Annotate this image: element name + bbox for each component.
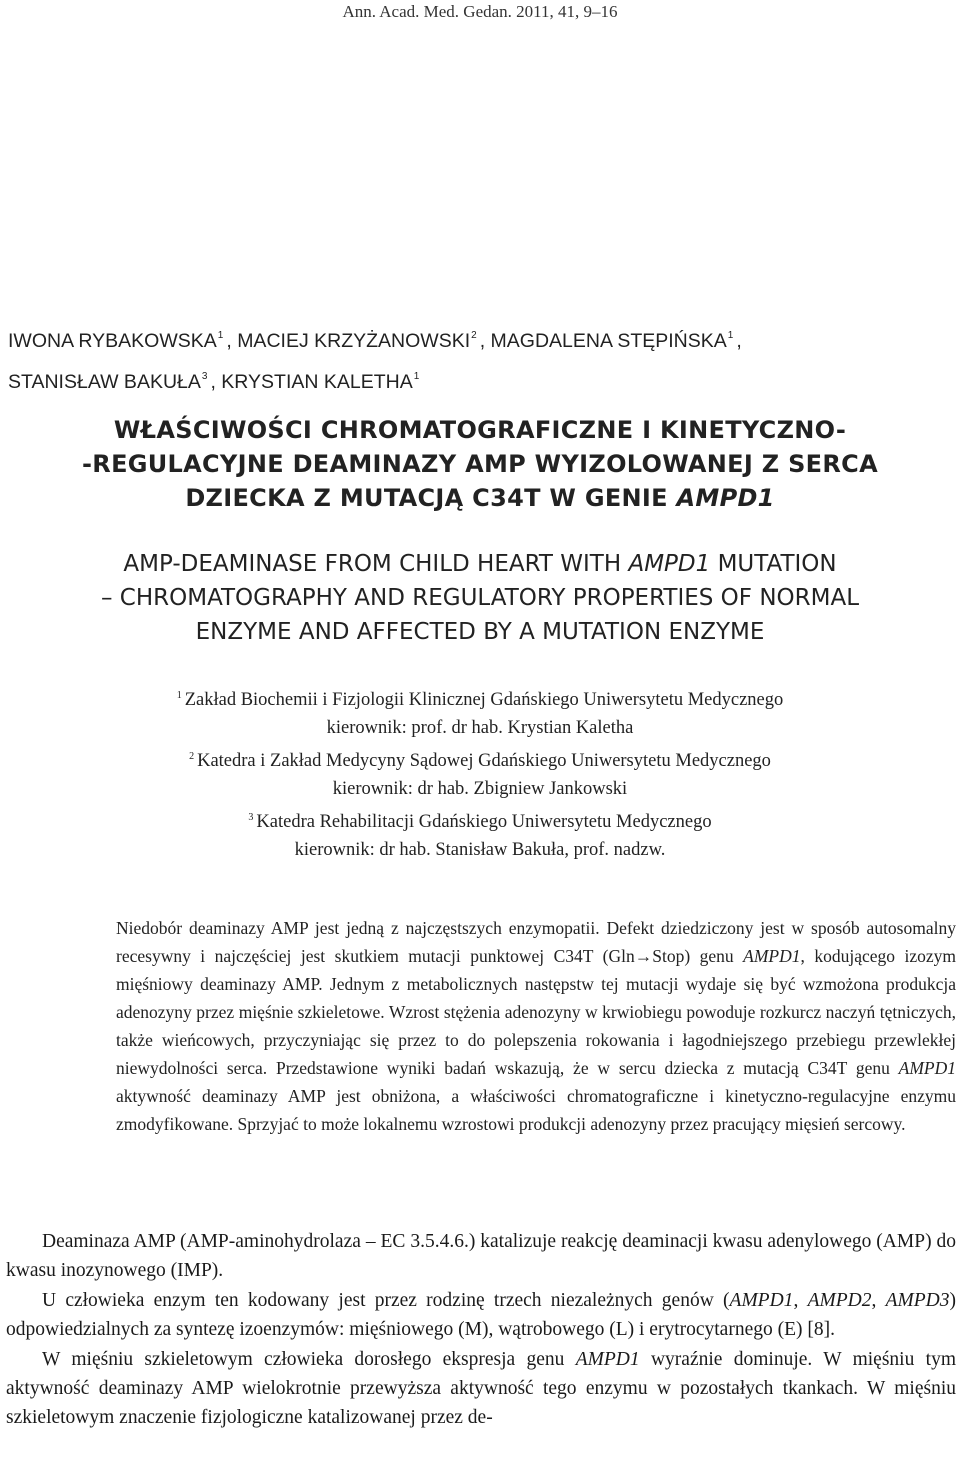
affiliation-sup: 2 <box>189 750 195 762</box>
affiliation-unit <box>0 804 960 836</box>
title-english <box>0 547 960 649</box>
abstract-text: aktywność deaminazy AMP jest obniżona, a właściwości chromatograficzne i kinetyczno-regulacyjne enzymu zmodyfikowane. Sprzyjać to może lokalnemu wzrostowi produkcji adenozyny przez pracujący mięsień sercowy. <box>116 1086 956 1134</box>
abstract-paragraph <box>116 914 956 1138</box>
author-affiliation-sup: 2 <box>471 330 477 341</box>
author-name: MACIEJ KRZYŻANOWSKI <box>237 330 471 352</box>
gene-name: AMPD3 <box>885 1289 950 1311</box>
author-affiliation-sup: 1 <box>217 330 224 341</box>
body-text-span: wyraźnie dominuje. W mięśniu tym aktywność deaminazy AMP wielokrotnie przewyższa aktywność tego enzymu w pozostałych tkankach. W mięśniu szkieletowym znaczenie fizjologiczne katalizowanej przez de- <box>6 1348 956 1429</box>
body-text-span: , <box>871 1289 886 1311</box>
abstract-text: , kodującego izozym mięśniowy deaminazy AMP. Jednym z metabolicznych następstw tej mutacji wydaje się być wzmożona produkcja adenozyny przez mięśnie szkieletowe. Wzrost stężenia adenozyny w krwiobiegu powoduje rozkurcz naczyń tętniczych, także wieńcowych, przyczyniając się przez to do polepszenia rokowania i łagodniejszego przebiegu przewlekłej niewydolności serca. Przedstawione wyniki badań wskazują, że w sercu dziecka z mutacją C34T genu <box>116 946 956 1078</box>
title-polish-line: WŁAŚCIWOŚCI CHROMATOGRAFICZNE I KINETYCZNO- <box>113 416 847 444</box>
running-head: Ann. Acad. Med. Gedan. 2011, 41, 9–16 <box>342 2 618 21</box>
affiliation-head: kierownik: dr hab. Zbigniew Jankowski <box>332 779 628 800</box>
body-text-span: U człowieka enzym ten kodowany jest przez rodzinę trzech niezależnych genów ( <box>42 1289 730 1311</box>
author-list <box>8 318 958 400</box>
abstract-text: Niedobór deaminazy AMP jest jedną z najczęstszych enzymopatii. Defekt dziedziczony jest w sposób autosomalny recesywny i najczęściej jest skutkiem mutacji punktowej C34T (Gln <box>116 918 956 966</box>
author-line-1: IWONA RYBAKOWSKA$^1$ , MACIEJ KRZYŻANOWSKI$^2$ , MAGDALENA STĘPIŃSKA$^1$ , <box>8 330 742 352</box>
gene-name: AMPD1 <box>676 484 775 512</box>
title-english-text: MUTATION <box>710 551 837 577</box>
affiliation-head: kierownik: prof. dr hab. Krystian Kaletha <box>326 718 634 739</box>
body-paragraph <box>6 1286 956 1345</box>
body-paragraph <box>6 1345 956 1433</box>
body-text <box>6 1227 956 1433</box>
gene-name: AMPD1 <box>898 1058 956 1078</box>
author-name: STANISŁAW BAKUŁA <box>8 371 201 393</box>
author-affiliation-sup: 3 <box>201 371 208 382</box>
author-name: MAGDALENA STĘPIŃSKA <box>490 330 727 352</box>
body-text-span: , <box>793 1289 808 1311</box>
title-polish <box>0 413 960 515</box>
body-text-span: W mięśniu szkieletowym człowieka dorosłego ekspresja genu <box>42 1348 576 1370</box>
abstract-text: Stop) genu <box>652 946 744 966</box>
affiliations <box>0 682 960 864</box>
title-polish-line: -REGULACYJNE DEAMINAZY AMP WYIZOLOWANEJ Z SERCA <box>82 450 878 478</box>
title-english-text: AMP-DEAMINASE FROM CHILD HEART WITH <box>123 551 629 577</box>
title-english-line <box>0 547 960 581</box>
affiliation-sup: 3 <box>248 811 254 823</box>
affiliation-unit-text: Katedra i Zakład Medycyny Sądowej Gdańskiego Uniwersytetu Medycznego <box>197 750 771 771</box>
affiliation-unit <box>0 743 960 775</box>
title-english-line: ENZYME AND AFFECTED BY A MUTATION ENZYME <box>195 619 765 645</box>
author-affiliation-sup: 1 <box>727 330 734 341</box>
arrow-symbol: → <box>634 946 653 966</box>
abstract <box>116 914 956 1138</box>
gene-name: AMPD1 <box>575 1348 640 1370</box>
gene-name: AMPD1 <box>743 946 801 966</box>
body-paragraph: Deaminaza AMP (AMP-aminohydrolaza – EC 3.5.4.6.) katalizuje reakcję deaminacji kwasu adenylowego (AMP) do kwasu inozynowego (IMP). <box>6 1231 956 1282</box>
affiliation-unit <box>0 682 960 714</box>
affiliation-unit-text: Katedra Rehabilitacji Gdańskiego Uniwersytetu Medycznego <box>256 811 712 832</box>
title-polish-text: DZIECKA Z MUTACJĄ C34T W GENIE <box>185 484 677 512</box>
author-name: KRYSTIAN KALETHA <box>221 371 413 393</box>
gene-name: AMPD2 <box>807 1289 872 1311</box>
gene-name: AMPD1 <box>628 551 711 577</box>
gene-name: AMPD1 <box>729 1289 794 1311</box>
author-name: IWONA RYBAKOWSKA <box>8 330 217 352</box>
author-affiliation-sup: 1 <box>413 371 420 382</box>
title-english-line: – CHROMATOGRAPHY AND REGULATORY PROPERTIES OF NORMAL <box>100 585 860 611</box>
body-text-span: ) odpowiedzialnych za syntezę izoenzymów: mięśniowego (M), wątrobowego (L) i erytrocytarnego (E) [8]. <box>6 1289 956 1341</box>
affiliation-unit-text: Zakład Biochemii i Fizjologii Klinicznej Gdańskiego Uniwersytetu Medycznego <box>184 690 784 710</box>
affiliation-sup: 1 <box>176 690 182 701</box>
author-line-2: STANISŁAW BAKUŁA$^3$ , KRYSTIAN KALETHA$^1$ <box>8 371 420 393</box>
affiliation-head: kierownik: dr hab. Stanisław Bakuła, prof. nadzw. <box>294 840 666 861</box>
title-polish-line <box>0 481 960 515</box>
